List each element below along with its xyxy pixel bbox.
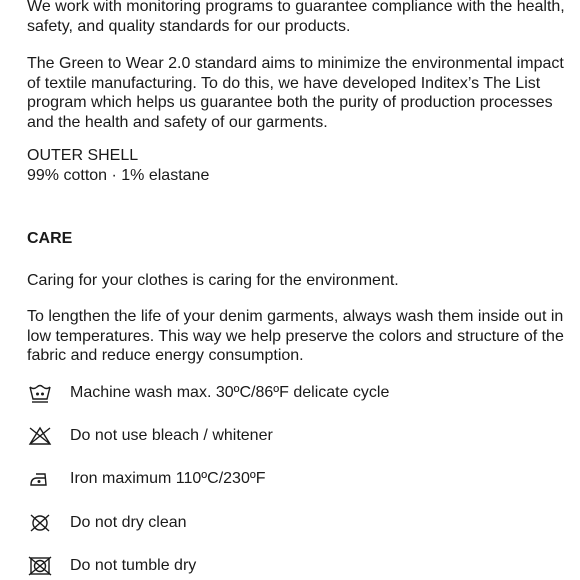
care-instruction-item bbox=[27, 424, 273, 448]
care-instruction-text: Do not dry clean bbox=[70, 514, 187, 532]
care-instruction-text: Do not use bleach / whitener bbox=[70, 427, 273, 445]
wash-30-delicate-icon bbox=[27, 382, 55, 404]
no-tumble-dry-icon bbox=[27, 555, 55, 577]
no-bleach-icon bbox=[27, 425, 55, 447]
care-instruction-item bbox=[27, 467, 266, 491]
care-instruction-item bbox=[27, 511, 187, 535]
care-instruction-text: Iron maximum 110ºC/230ºF bbox=[70, 470, 266, 488]
composition-section bbox=[27, 146, 567, 185]
care-instruction-item bbox=[27, 554, 197, 578]
care-instruction-text: Do not tumble dry bbox=[70, 557, 197, 575]
composition-value: 99% cotton · 1% elastane bbox=[27, 166, 210, 184]
composition-label: OUTER SHELL bbox=[27, 147, 139, 164]
intro-paragraph-green-to-wear: The Green to Wear 2.0 standard aims to minimize the environmental impact of textile manufacturing. To do this, we have developed Inditex’s The List program which helps us guarantee both the purity of production processes and the health and safety of our garments. bbox=[27, 55, 564, 131]
care-instruction-item bbox=[27, 381, 390, 405]
intro-paragraph-monitoring: We work with monitoring programs to guarantee compliance with the health, safety, and quality standards for our products. bbox=[27, 0, 565, 35]
care-denim-paragraph: To lengthen the life of your denim garments, always wash them inside out in low temperatures. This way we help preserve the colors and structure of the fabric and reduce energy consumption. bbox=[27, 308, 564, 364]
care-heading: CARE bbox=[27, 230, 73, 247]
care-intro-paragraph: Caring for your clothes is caring for the environment. bbox=[27, 272, 399, 289]
iron-low-icon bbox=[27, 468, 55, 490]
care-instruction-text: Machine wash max. 30ºC/86ºF delicate cycle bbox=[70, 384, 390, 402]
no-dry-clean-icon bbox=[27, 512, 55, 534]
